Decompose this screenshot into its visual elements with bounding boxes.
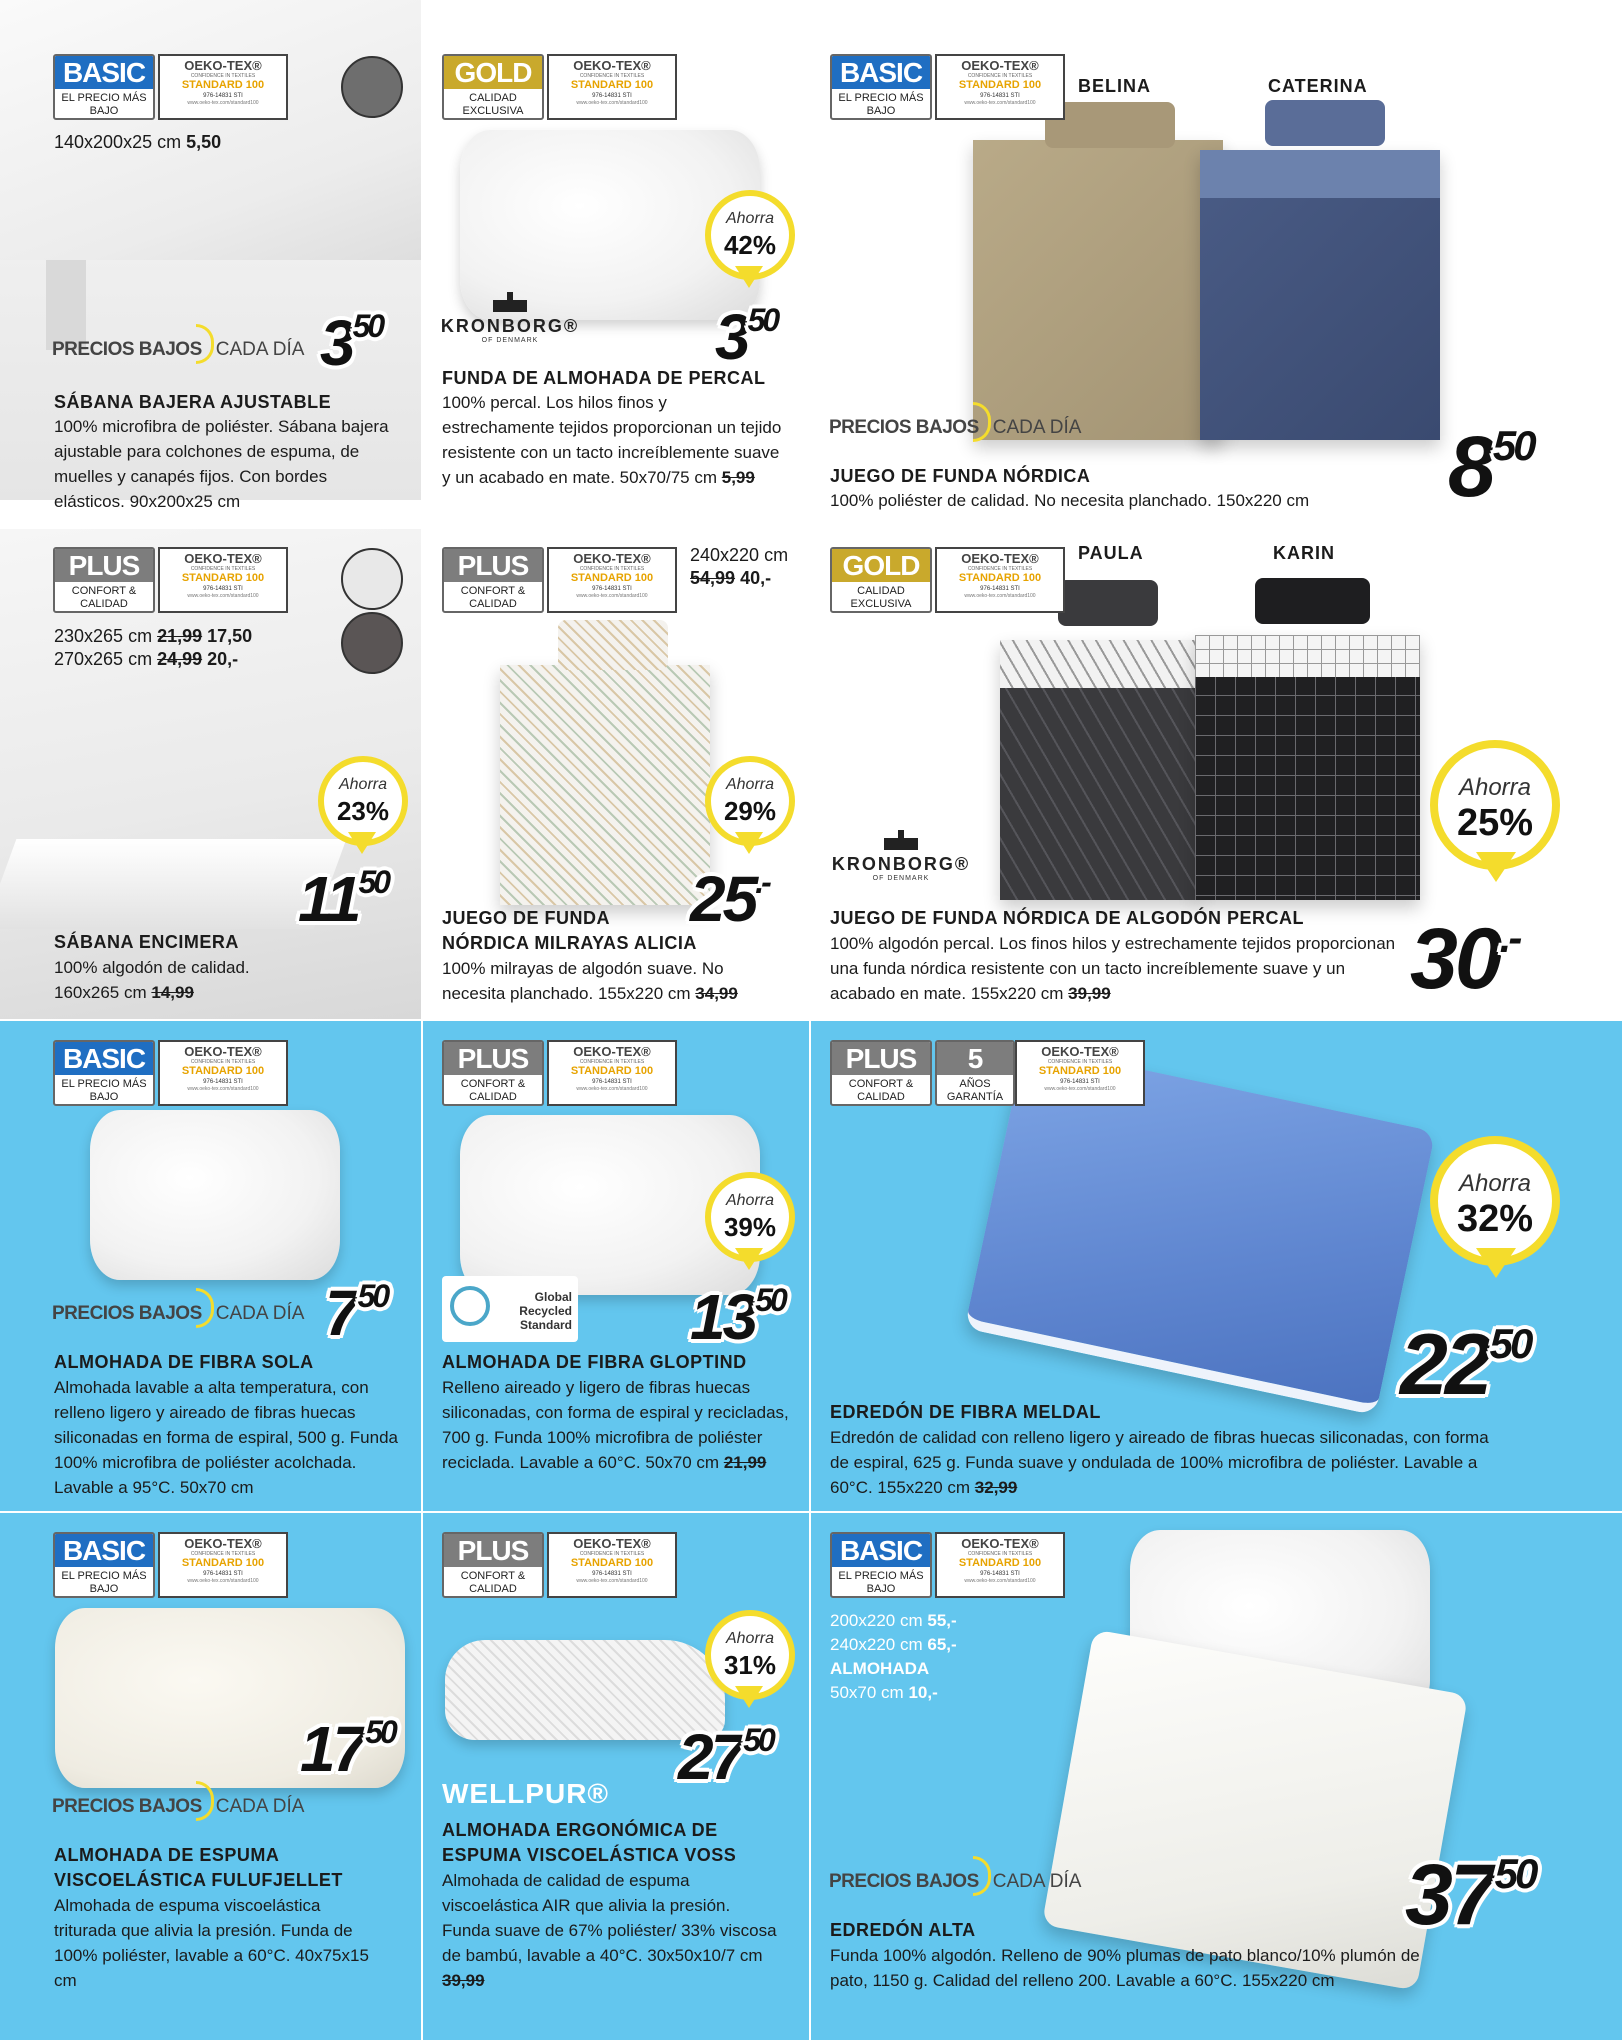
size-line-1	[54, 624, 252, 649]
oeko-code: 976-14831 STI	[203, 1079, 243, 1085]
size-price: 5,50	[186, 132, 222, 152]
global-recycled-standard-logo	[442, 1276, 578, 1342]
ahorra-label: Ahorra	[1458, 1170, 1532, 1197]
oeko-tex-label	[158, 1040, 288, 1106]
product-title: SÁBANA ENCIMERA	[54, 932, 239, 952]
saving-bubble	[1430, 1136, 1560, 1286]
badge-title: BASIC	[55, 1042, 153, 1075]
old-price: 5,99	[721, 468, 755, 487]
price	[1448, 418, 1534, 517]
desc-text: Relleno aireado y ligero de fibras huecas siliconadas, con forma de espiral y recicladas, 700 g. Funda 100% microfibra de poliéster reciclada. Lavable a 60°C. 50x70 cm	[442, 1378, 789, 1472]
oeko-title: OEKO-TEX®	[573, 58, 651, 73]
old-price: 39,99	[1068, 984, 1111, 1003]
size: 50x70 cm	[830, 1683, 904, 1702]
badge-sub: EL PRECIO MÁS BAJO	[61, 1570, 147, 1595]
oeko-tex-label	[158, 547, 288, 613]
product-title-line1: JUEGO DE FUNDA	[442, 908, 611, 928]
pillow-caterina-image	[1265, 100, 1385, 146]
bubble-tail	[735, 1248, 763, 1270]
brand-kronborg	[826, 830, 976, 882]
price-cents: 50	[1492, 422, 1534, 469]
variant-label-paula: PAULA	[1078, 543, 1144, 563]
badge-basic	[53, 54, 155, 120]
oeko-sub: CONFIDENCE IN TEXTILES	[579, 566, 645, 572]
product-title-line2: ESPUMA VISCOELÁSTICA VOSS	[442, 1845, 737, 1865]
price-cents: 50	[1489, 1320, 1531, 1367]
oeko-tex-label	[547, 1532, 677, 1598]
price	[325, 1276, 387, 1350]
product-desc: Almohada de espuma viscoelástica triturada que alivia la presión. Funda de 100% poliéster, lavable a 60°C. 40x75x15 cm	[54, 1896, 369, 1990]
oeko-code: 976-14831 STI	[592, 1571, 632, 1577]
price-main: 22	[1400, 1317, 1490, 1413]
saving-bubble	[318, 756, 408, 856]
oeko-sub: CONFIDENCE IN TEXTILES	[190, 73, 256, 79]
product-title-line2: VISCOELÁSTICA FULUFJELLET	[54, 1870, 343, 1890]
grs-text: Global Recycled Standard	[519, 1290, 572, 1332]
price-main: 7	[325, 1277, 358, 1349]
saving-bubble	[705, 1610, 795, 1710]
brand-sub: OF DENMARK	[872, 875, 930, 882]
saving-percent: 42%	[723, 230, 777, 260]
saving-percent: 29%	[723, 796, 777, 826]
oeko-standard: STANDARD 100	[958, 1557, 1042, 1569]
price-main: 8	[1448, 419, 1493, 515]
oeko-standard: STANDARD 100	[1038, 1065, 1122, 1077]
price	[690, 862, 769, 936]
oeko-standard: STANDARD 100	[181, 1557, 265, 1569]
badge-title: BASIC	[55, 1534, 153, 1567]
oeko-sub: CONFIDENCE IN TEXTILES	[190, 1059, 256, 1065]
size-line-2	[54, 647, 238, 672]
oeko-tex-label	[935, 1532, 1065, 1598]
variant-label-karin: KARIN	[1273, 543, 1335, 563]
old-price: 34,99	[695, 984, 738, 1003]
saving-bubble	[705, 1172, 795, 1272]
variant-label-belina: BELINA	[1078, 76, 1151, 96]
oeko-tex-label	[547, 1040, 677, 1106]
ahorra-label: Ahorra	[725, 1630, 775, 1647]
ahorra-label: Ahorra	[725, 1192, 775, 1209]
product-desc-size	[54, 980, 194, 1005]
product-title-line1: ALMOHADA DE ESPUMA	[54, 1845, 280, 1865]
oeko-sub: CONFIDENCE IN TEXTILES	[579, 73, 645, 79]
ahorra-label: Ahorra	[725, 210, 775, 227]
oeko-code: 976-14831 STI	[592, 93, 632, 99]
price-cents: 50	[358, 864, 389, 900]
price-cents: 50	[357, 1278, 388, 1314]
size: 200x220 cm	[830, 1611, 923, 1630]
price-main: 3	[715, 301, 748, 373]
size: 230x265 cm	[54, 626, 153, 646]
pillow-paula-image	[1058, 580, 1158, 626]
oeko-standard: STANDARD 100	[570, 1557, 654, 1569]
old-price: 14,99	[151, 983, 194, 1002]
badge-sub: EL PRECIO MÁS BAJO	[838, 1570, 924, 1595]
saving-percent: 39%	[723, 1212, 777, 1242]
price-main: 11	[298, 863, 359, 935]
cada-dia-text: CADA DÍA	[992, 417, 1082, 439]
badge-sub: CALIDAD EXCLUSIVA	[850, 585, 912, 610]
precios-bajos-logo	[829, 1868, 1081, 1896]
oeko-url: www.oeko-tex.com/standard100	[576, 1578, 648, 1584]
size-line-3	[830, 1680, 938, 1705]
badge-sub: CONFORT & CALIDAD	[71, 585, 137, 610]
oeko-standard: STANDARD 100	[181, 79, 265, 91]
price-main: 17	[300, 1713, 366, 1785]
badge-title: 5	[937, 1042, 1013, 1075]
ahorra-label: Ahorra	[725, 776, 775, 793]
brand-sub: OF DENMARK	[481, 337, 539, 344]
product-title: FUNDA DE ALMOHADA DE PERCAL	[442, 368, 766, 388]
oeko-url: www.oeko-tex.com/standard100	[187, 1086, 259, 1092]
size-price: 55,-	[927, 1611, 957, 1630]
size: 270x265 cm	[54, 649, 153, 669]
oeko-tex-label	[1015, 1040, 1145, 1106]
old-price: 21,99	[723, 1453, 767, 1472]
product-title: EDREDÓN DE FIBRA MELDAL	[830, 1402, 1101, 1422]
duvet-caterina-fold	[1200, 150, 1440, 198]
product-desc	[442, 1375, 792, 1475]
price	[1405, 1846, 1535, 1945]
oeko-sub: CONFIDENCE IN TEXTILES	[579, 1059, 645, 1065]
product-title: ALMOHADA DE FIBRA GLOPTIND	[442, 1352, 747, 1372]
oeko-url: www.oeko-tex.com/standard100	[187, 100, 259, 106]
bubble-tail	[735, 832, 763, 854]
oeko-standard: STANDARD 100	[570, 79, 654, 91]
oeko-url: www.oeko-tex.com/standard100	[576, 100, 648, 106]
oeko-url: www.oeko-tex.com/standard100	[576, 593, 648, 599]
badge-title: PLUS	[444, 1534, 542, 1567]
saving-bubble	[1430, 740, 1560, 890]
price-main: 25	[690, 863, 756, 935]
oeko-code: 976-14831 STI	[1060, 1079, 1100, 1085]
old-price: 21,99	[157, 626, 203, 646]
saving-bubble	[705, 190, 795, 290]
product-title-line1: ALMOHADA ERGONÓMICA DE	[442, 1820, 718, 1840]
old-price: 24,99	[157, 649, 203, 669]
variant-label-caterina: CATERINA	[1268, 76, 1368, 96]
precios-bajos-logo	[52, 336, 304, 364]
cada-dia-text: CADA DÍA	[215, 339, 305, 361]
product-desc: 100% poliéster de calidad. No necesita planchado. 150x220 cm	[830, 491, 1310, 510]
product-title: JUEGO DE FUNDA NÓRDICA	[830, 466, 1091, 486]
price-cents: .-	[1499, 914, 1520, 961]
badge-title: GOLD	[444, 56, 542, 89]
pillow-sola-image	[90, 1110, 340, 1280]
oeko-tex-label	[935, 54, 1065, 120]
badge-gold	[830, 547, 932, 613]
saving-percent: 23%	[336, 796, 390, 826]
badge-gold	[442, 54, 544, 120]
brand-kronborg	[440, 292, 580, 344]
price	[1410, 910, 1519, 1009]
size-line-1	[830, 1608, 957, 1633]
price-cents: 50	[352, 308, 383, 344]
size-line-2	[830, 1632, 957, 1657]
recycle-globe-icon	[450, 1286, 490, 1326]
ahorra-label: Ahorra	[338, 776, 388, 793]
pillow-karin-image	[1255, 578, 1370, 624]
oeko-sub: CONFIDENCE IN TEXTILES	[967, 73, 1033, 79]
size-line-1-prices	[690, 566, 771, 591]
price-main: 37	[1405, 1847, 1495, 1943]
badge-basic	[830, 1532, 932, 1598]
price	[678, 1720, 773, 1794]
product-title: JUEGO DE FUNDA NÓRDICA DE ALGODÓN PERCAL	[830, 908, 1305, 928]
oeko-title: OEKO-TEX®	[184, 1044, 262, 1059]
oeko-standard: STANDARD 100	[958, 79, 1042, 91]
oeko-url: www.oeko-tex.com/standard100	[964, 1578, 1036, 1584]
cada-dia-text: CADA DÍA	[992, 1871, 1082, 1893]
size: 140x200x25 cm	[54, 132, 182, 152]
precios-bajos-logo	[52, 1300, 304, 1328]
color-swatch-grey[interactable]	[341, 56, 403, 118]
oeko-standard: STANDARD 100	[570, 1065, 654, 1077]
oeko-tex-label	[547, 54, 677, 120]
almohada-label: ALMOHADA	[830, 1659, 930, 1678]
ahorra-label: Ahorra	[1458, 774, 1532, 801]
oeko-tex-label	[935, 547, 1065, 613]
badge-basic	[53, 1532, 155, 1598]
size-price: 65,-	[927, 1635, 957, 1654]
product-title-line2: NÓRDICA MILRAYAS ALICIA	[442, 933, 697, 953]
oeko-code: 976-14831 STI	[203, 586, 243, 592]
oeko-code: 976-14831 STI	[203, 1571, 243, 1577]
oeko-url: www.oeko-tex.com/standard100	[964, 100, 1036, 106]
desc-text: Edredón de calidad con relleno ligero y aireado de fibras huecas siliconadas, con forma de espiral, 625 g. Funda suave y ondulada de 100% microfibra de poliéster. Lavable a 60°C. 155x220 cm	[830, 1428, 1489, 1497]
brand-wellpur: WELLPUR®	[442, 1778, 610, 1809]
oeko-sub: CONFIDENCE IN TEXTILES	[1047, 1059, 1113, 1065]
product-desc	[442, 390, 782, 490]
product-desc	[830, 931, 1410, 1006]
oeko-code: 976-14831 STI	[980, 1571, 1020, 1577]
price	[320, 306, 382, 380]
saving-bubble	[705, 756, 795, 856]
oeko-url: www.oeko-tex.com/standard100	[187, 593, 259, 599]
saving-percent: 32%	[1456, 1198, 1534, 1240]
oeko-url: www.oeko-tex.com/standard100	[576, 1086, 648, 1092]
oeko-tex-label	[547, 547, 677, 613]
badge-title: PLUS	[444, 1042, 542, 1075]
badge-sub: CONFORT & CALIDAD	[848, 1078, 914, 1103]
badge-sub: AÑOS GARANTÍA	[946, 1078, 1004, 1103]
price	[300, 1712, 395, 1786]
oeko-url: www.oeko-tex.com/standard100	[187, 1578, 259, 1584]
badge-sub: EL PRECIO MÁS BAJO	[61, 1078, 147, 1103]
precios-bajos-logo	[829, 414, 1081, 442]
old-price: 54,99	[690, 568, 736, 588]
oeko-url: www.oeko-tex.com/standard100	[964, 593, 1036, 599]
duvet-alicia-image	[500, 665, 710, 905]
precios-bajos-text: PRECIOS BAJOS	[829, 417, 979, 439]
desc-text: 100% milrayas de algodón suave. No necesita planchado. 155x220 cm	[442, 959, 724, 1003]
oeko-code: 976-14831 STI	[592, 1079, 632, 1085]
oeko-standard: STANDARD 100	[181, 572, 265, 584]
badge-sub: CONFORT & CALIDAD	[460, 1570, 526, 1595]
bubble-tail	[1476, 852, 1516, 882]
price-main: 27	[678, 1721, 744, 1793]
badge-sub: EL PRECIO MÁS BAJO	[61, 92, 147, 117]
product-desc	[442, 956, 772, 1006]
duvet-karin-fold	[1195, 635, 1420, 677]
price-cents: 50	[743, 1722, 773, 1758]
badge-title: PLUS	[832, 1042, 930, 1075]
oeko-title: OEKO-TEX®	[573, 1536, 651, 1551]
product-desc: Funda 100% algodón. Relleno de 90% plumas de pato blanco/10% plumón de pato, 1150 g. Calidad del relleno 200. Lavable a 60°C. 155x220 cm	[830, 1946, 1420, 1990]
price-cents: 50	[1494, 1850, 1536, 1897]
price	[298, 862, 388, 936]
badge-title: GOLD	[832, 549, 930, 582]
price	[690, 1280, 785, 1354]
badge-plus	[830, 1040, 932, 1106]
badge-title: PLUS	[444, 549, 542, 582]
precios-bajos-logo	[52, 1793, 304, 1821]
oeko-title: OEKO-TEX®	[961, 58, 1039, 73]
size: 240x220 cm	[830, 1635, 923, 1654]
oeko-title: OEKO-TEX®	[184, 551, 262, 566]
price-cents: .-	[755, 864, 769, 900]
badge-plus	[442, 547, 544, 613]
castle-icon	[878, 830, 924, 850]
size-line-1: 240x220 cm	[690, 545, 789, 565]
desc-text: 100% percal. Los hilos finos y estrechamente tejidos proporcionan un tejido resistente con un tacto increíblemente suave y un acabado en mate. 50x70/75 cm	[442, 393, 782, 487]
oeko-title: OEKO-TEX®	[184, 1536, 262, 1551]
precios-bajos-text: PRECIOS BAJOS	[52, 1303, 202, 1325]
oeko-sub: CONFIDENCE IN TEXTILES	[579, 1551, 645, 1557]
oeko-standard: STANDARD 100	[958, 572, 1042, 584]
price-main: 13	[690, 1281, 756, 1353]
product-desc: 100% microfibra de poliéster. Sábana bajera ajustable para colchones de espuma, de muelles y canapés fijos. Con bordes elásticos. 90x200x25 cm	[54, 417, 389, 511]
new-price: 40,-	[740, 568, 772, 588]
badge-title: PLUS	[55, 549, 153, 582]
badge-sub: CONFORT & CALIDAD	[460, 1078, 526, 1103]
bubble-tail	[735, 1686, 763, 1708]
badge-sub: CONFORT & CALIDAD	[460, 585, 526, 610]
product-title: ALMOHADA DE FIBRA SOLA	[54, 1352, 314, 1372]
precios-bajos-text: PRECIOS BAJOS	[52, 339, 202, 361]
oeko-sub: CONFIDENCE IN TEXTILES	[967, 1551, 1033, 1557]
bubble-tail	[735, 266, 763, 288]
size: 160x265 cm	[54, 983, 147, 1002]
size-price: 10,-	[908, 1683, 938, 1702]
price-cents: 50	[365, 1714, 395, 1750]
badge-5-years-warranty	[935, 1040, 1015, 1106]
desc-text: 100% algodón percal. Los finos hilos y estrechamente tejidos proporcionan una funda nórdica resistente con un tacto increíblemente suave y un acabado en mate. 155x220 cm	[830, 934, 1396, 1003]
color-swatch-dark[interactable]	[341, 612, 403, 674]
price	[715, 300, 777, 374]
cada-dia-text: CADA DÍA	[215, 1303, 305, 1325]
oeko-code: 976-14831 STI	[980, 93, 1020, 99]
oeko-tex-label	[158, 54, 288, 120]
saving-percent: 31%	[723, 1650, 777, 1680]
oeko-title: OEKO-TEX®	[573, 551, 651, 566]
badge-sub: EL PRECIO MÁS BAJO	[838, 92, 924, 117]
price	[1400, 1316, 1530, 1415]
precios-bajos-text: PRECIOS BAJOS	[829, 1871, 979, 1893]
badge-plus	[442, 1532, 544, 1598]
product-title: EDREDÓN ALTA	[830, 1920, 976, 1940]
bubble-tail	[1476, 1248, 1516, 1278]
oeko-code: 976-14831 STI	[980, 586, 1020, 592]
oeko-title: OEKO-TEX®	[1041, 1044, 1119, 1059]
brand-name: KRONBORG®	[831, 854, 971, 874]
price-cents: 50	[755, 1282, 785, 1318]
oeko-code: 976-14831 STI	[203, 93, 243, 99]
oeko-standard: STANDARD 100	[570, 572, 654, 584]
sheet-fold	[0, 839, 346, 929]
oeko-standard: STANDARD 100	[181, 1065, 265, 1077]
product-desc	[830, 1425, 1490, 1500]
pillow-alicia-image	[558, 620, 668, 670]
badge-title: BASIC	[832, 1534, 930, 1567]
oeko-tex-label	[158, 1532, 288, 1598]
oeko-sub: CONFIDENCE IN TEXTILES	[190, 1551, 256, 1557]
duvet-paula-fold	[1000, 640, 1200, 688]
new-price: 17,50	[207, 626, 253, 646]
precios-bajos-text: PRECIOS BAJOS	[52, 1796, 202, 1818]
castle-icon	[487, 292, 533, 312]
product-title: SÁBANA BAJERA AJUSTABLE	[54, 392, 332, 412]
price-main: 30	[1410, 911, 1500, 1007]
color-swatch-white[interactable]	[341, 548, 403, 610]
cada-dia-text: CADA DÍA	[215, 1796, 305, 1818]
badge-title: BASIC	[55, 56, 153, 89]
badge-basic	[53, 1040, 155, 1106]
oeko-sub: CONFIDENCE IN TEXTILES	[190, 566, 256, 572]
badge-sub: CALIDAD EXCLUSIVA	[462, 92, 524, 117]
new-price: 20,-	[207, 649, 239, 669]
duvet-belina-image	[973, 140, 1223, 440]
product-desc: 100% algodón de calidad.	[54, 958, 250, 977]
brand-name: KRONBORG®	[440, 316, 580, 336]
old-price: 32,99	[974, 1478, 1018, 1497]
badge-plus	[442, 1040, 544, 1106]
product-desc	[442, 1868, 782, 1993]
badge-basic	[830, 54, 932, 120]
oeko-title: OEKO-TEX®	[961, 551, 1039, 566]
badge-plus	[53, 547, 155, 613]
size-price-line	[54, 130, 221, 155]
product-desc: Almohada lavable a alta temperatura, con relleno ligero y aireado de fibras huecas siliconadas en forma de espiral, 500 g. Funda 100% microfibra de poliéster acolchada. Lavable a 95°C. 50x70 cm	[54, 1378, 398, 1497]
oeko-url: www.oeko-tex.com/standard100	[1044, 1086, 1116, 1092]
oeko-code: 976-14831 STI	[592, 586, 632, 592]
old-price: 39,99	[442, 1971, 485, 1990]
price-cents: 50	[747, 302, 778, 338]
oeko-title: OEKO-TEX®	[184, 58, 262, 73]
badge-title: BASIC	[832, 56, 930, 89]
oeko-title: OEKO-TEX®	[573, 1044, 651, 1059]
price-main: 3	[320, 307, 353, 379]
saving-percent: 25%	[1456, 802, 1534, 844]
desc-text: Almohada de calidad de espuma viscoelástica AIR que alivia la presión. Funda suave de 67% poliéster/ 33% viscosa de bambú, lavable a 40°C. 30x50x10/7 cm	[442, 1871, 777, 1965]
oeko-title: OEKO-TEX®	[961, 1536, 1039, 1551]
bubble-tail	[348, 832, 376, 854]
oeko-sub: CONFIDENCE IN TEXTILES	[967, 566, 1033, 572]
